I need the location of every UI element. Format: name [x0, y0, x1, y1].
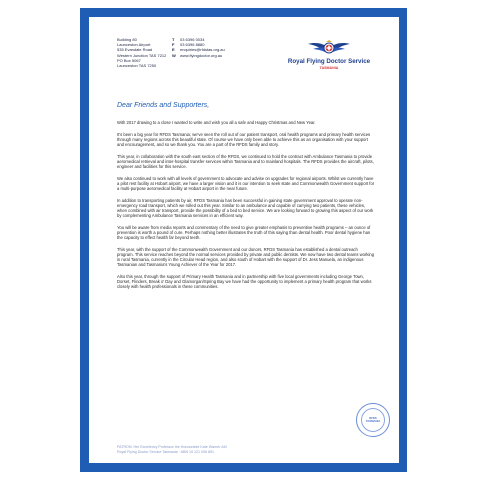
contact-phone: T 03 6396 0034 — [172, 37, 205, 42]
logo-subtitle: TASMANIA — [319, 66, 339, 70]
paragraph: We also continued to work with all levels of government to advocate and advise on upgrades for regional airports. Whilst we currently have a pilot rest facility at Hobart airport, we have a larger vision and it is our intention to seek state and Commonwealth Government support for a multi-purpose aeromedical facility at Hobart airport in the near future. — [117, 176, 375, 191]
contact-email: E enquiries@rfdstas.org.au — [172, 47, 225, 53]
certification-seal — [356, 403, 390, 437]
letter-body — [117, 120, 375, 296]
letter-sheet — [89, 17, 399, 463]
paragraph: This year, in collaboration with the south east section of the RFDS, we continued to hold the contract with Ambulance Tasmania to provide aeromedical retrieval and inter-hospital transfer services within Tasmania and to mainland hospitals. The RFDS provides the aircraft, pilots, engineer and facilities for this service. — [117, 154, 374, 169]
paragraph: With 2017 drawing to a close I wanted to write and wish you all a safe and Happy Christmas and New Year. — [117, 120, 316, 125]
footer — [117, 445, 227, 454]
paragraph: Also this year, through the support of Primary Health Tasmania and in partnership with five local governments including George Town, Dorset, Flinders, Break o' Day and Glamorgan/Spring Bay we have had the opportunity to implement a primary health program that works closely with health professionals in these communities. — [117, 274, 372, 289]
seal-text: RFDS TASMANIA — [361, 408, 385, 432]
contact-fax: F 03 6396 8880 — [172, 42, 205, 48]
contact-web: W www.flyingdoctor.org.au — [172, 52, 223, 58]
paragraph: This year, with the support of the Commonwealth Government and our donors, RFDS Tasmania has established a dental outreach program. This service reaches beyond the normal services provided by private and public dentists. We now have two dental teams working in rural Tasmania, currently in the Circular Head region, and also south of Hobart with the support of Dr. Jess Manuela, an indigenous Tasmanian and Tasmania's Young Achiever of the Year for 2017. — [117, 247, 375, 267]
paragraph: You will be aware from media reports and commentary of the need to give greater emphasis to preventive health programs – an ounce of prevention is worth a pound of cure. Perhaps nothing better illustrates the truth of this saying than dental health. Poor dental hygiene has the capacity to effect health far beyond teeth. — [117, 225, 371, 240]
address-line: 535 Evandale Road — [117, 47, 153, 53]
rfds-logo — [279, 39, 379, 70]
rfds-wings-emblem-icon — [307, 39, 351, 57]
logo-name: Royal Flying Doctor Service — [287, 58, 371, 65]
address-line: Launceston Airport — [117, 42, 151, 48]
greeting: Dear Friends and Supporters, — [117, 102, 210, 109]
paragraph: It's been a big year for RFDS Tasmania; we've seen the roll out of our patient transport, oral health programs and primary health services through many regions across this beautiful state. Of course we have only been able to achieve this as an organisation with your support and encouragement, and so we thank you. You are a part of the RFDS family and story. — [117, 132, 371, 147]
address-line: Western Junction TAS 7212 — [117, 52, 167, 58]
contact-block — [172, 37, 225, 58]
footer-org: Royal Flying Doctor Service Tasmania · ABN 19 121 006 891 — [117, 449, 215, 454]
address-line: Launceston TAS 7250 — [117, 63, 157, 69]
address-line: PO Box 5067 — [117, 57, 141, 63]
footer-patron: PATRON: Her Excellency Professor the Honourable Kate Warner AM — [117, 445, 227, 449]
address-line: Building 80 — [117, 37, 137, 42]
address-block — [117, 37, 166, 68]
paragraph: In addition to transporting patients by air, RFDS Tasmania has been successful in gaining state government approval to operate non-emergency road transport, which we rolled out this year. Similar to an ambulance and capable of carrying two patients, these vehicles, when combined with air transport, provide the possibility of a bed to bed service. We are looking forward to growing this aspect of our work by complementing Ambulance Tasmania services in an efficient way. — [117, 198, 374, 218]
